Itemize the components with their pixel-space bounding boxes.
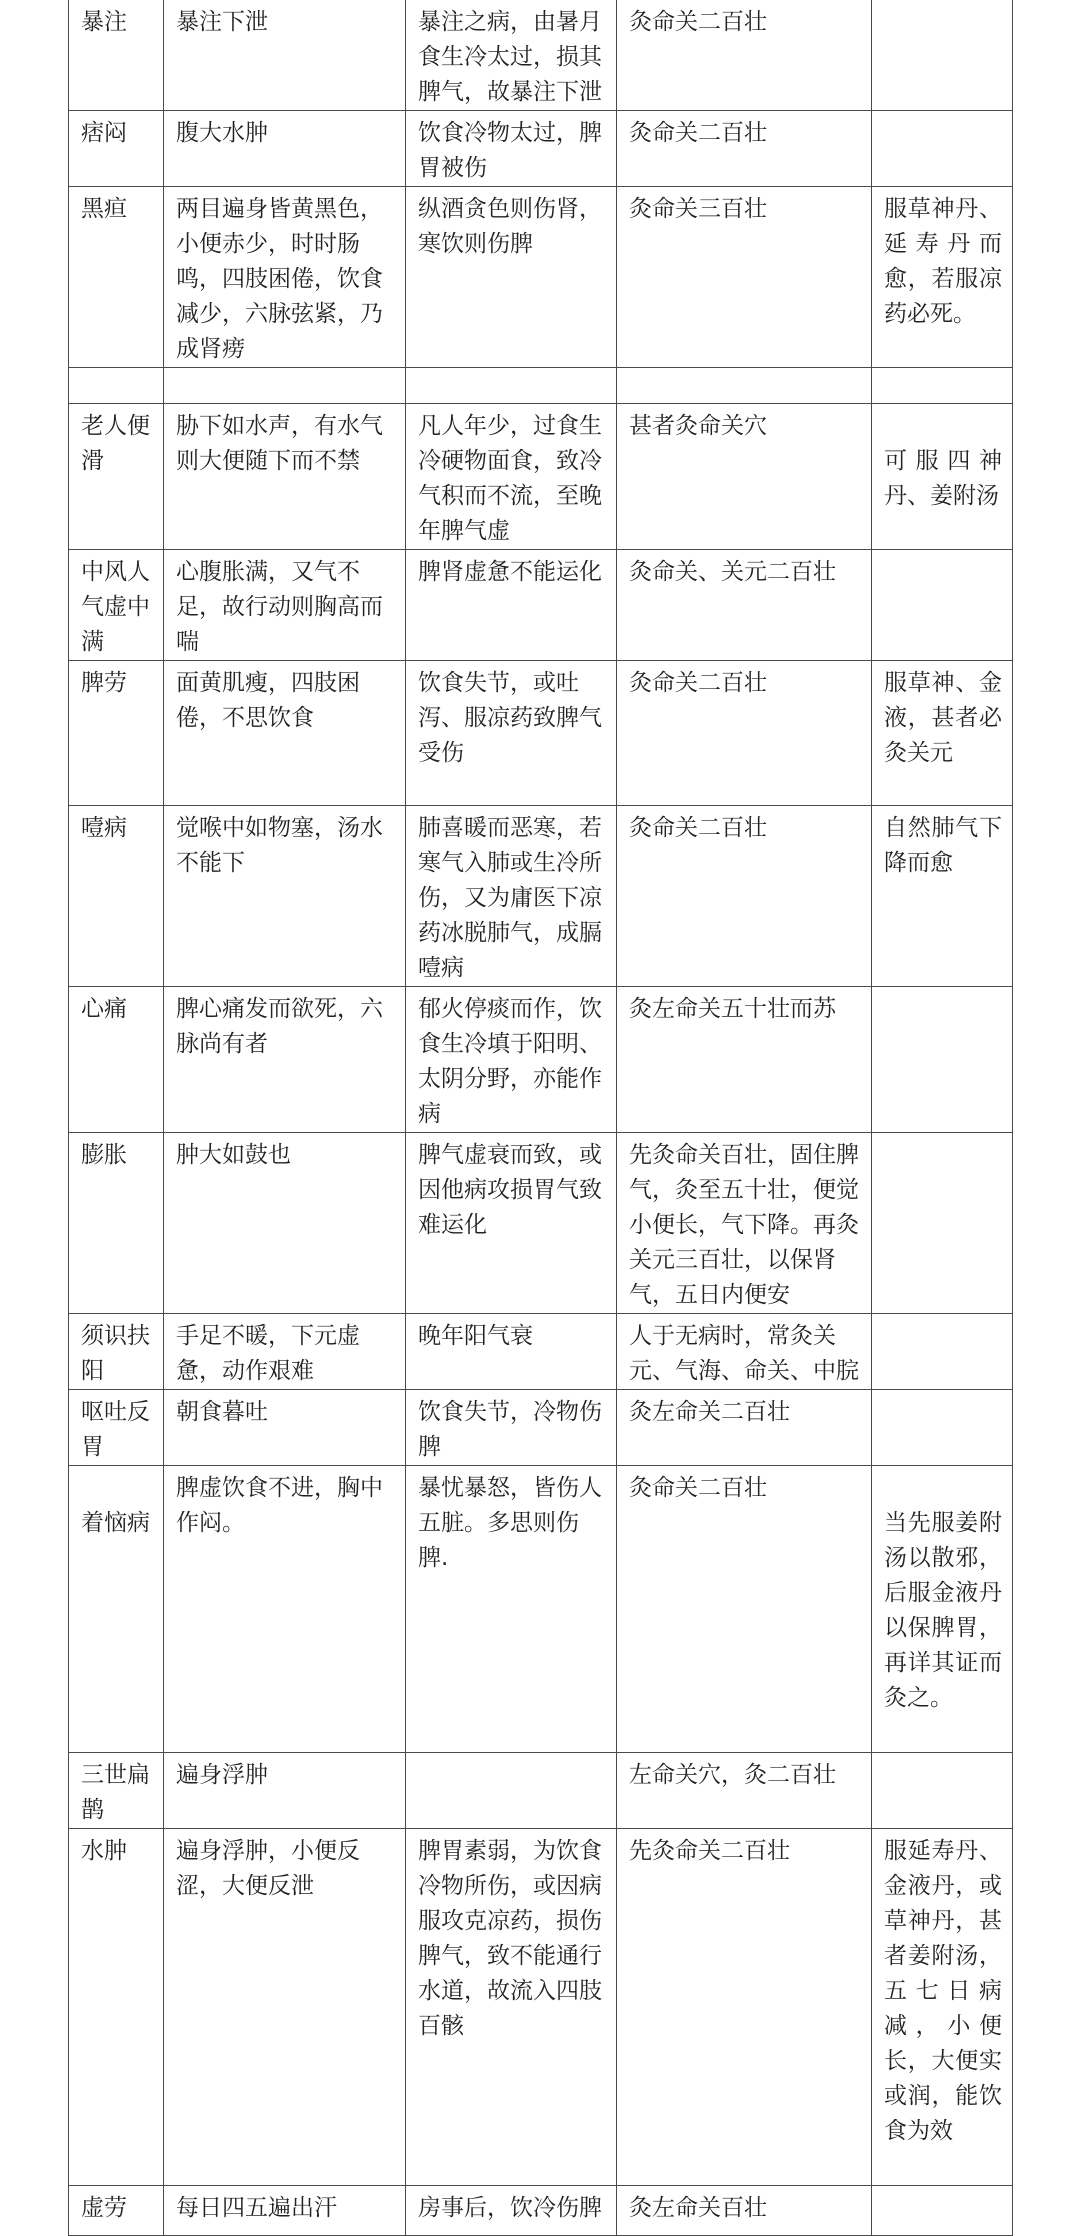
symptoms-cell bbox=[164, 368, 406, 404]
table-row bbox=[69, 2186, 1013, 2236]
cause-cell: 脾肾虚惫不能运化 bbox=[406, 550, 617, 661]
symptoms-cell: 朝食暮吐 bbox=[164, 1390, 406, 1466]
disease-cell: 脾劳 bbox=[69, 661, 164, 806]
cause-cell: 暴忧暴怒，皆伤人五脏。多思则伤脾. bbox=[406, 1466, 617, 1753]
treatment-cell: 当先服姜附汤以散邪，后服金液丹以保脾胃，再详其证而灸之。 bbox=[872, 1466, 1013, 1753]
moxibustion-cell: 甚者灸命关穴 bbox=[617, 404, 872, 550]
cause-cell: 饮食冷物太过，脾胃被伤 bbox=[406, 111, 617, 187]
table-row bbox=[69, 368, 1013, 404]
symptoms-cell: 遍身浮肿 bbox=[164, 1753, 406, 1829]
cause-cell: 郁火停痰而作，饮食生冷填于阳明、太阴分野，亦能作病 bbox=[406, 987, 617, 1133]
disease-cell: 水肿 bbox=[69, 1829, 164, 2186]
treatment-cell bbox=[872, 368, 1013, 404]
moxibustion-cell: 先灸命关百壮，固住脾气，灸至五十壮，便觉小便长，气下降。再灸关元三百壮，以保肾气，五日内便安 bbox=[617, 1133, 872, 1314]
disease-cell: 膨胀 bbox=[69, 1133, 164, 1314]
table-row bbox=[69, 1829, 1013, 2186]
cause-cell: 饮食失节，或吐泻、服凉药致脾气受伤 bbox=[406, 661, 617, 806]
disease-cell: 呕吐反胃 bbox=[69, 1390, 164, 1466]
symptoms-cell: 胁下如水声，有水气则大便随下而不禁 bbox=[164, 404, 406, 550]
treatment-cell: 服草神、金液，甚者必灸关元 bbox=[872, 661, 1013, 806]
moxibustion-cell: 灸命关二百壮 bbox=[617, 661, 872, 806]
treatment-cell: 自然肺气下降而愈 bbox=[872, 806, 1013, 987]
disease-cell: 三世扁鹊 bbox=[69, 1753, 164, 1829]
treatment-cell bbox=[872, 111, 1013, 187]
table-row bbox=[69, 187, 1013, 368]
treatment-cell bbox=[872, 987, 1013, 1133]
moxibustion-cell bbox=[617, 368, 872, 404]
treatment-cell: 可服四神丹、姜附汤 bbox=[872, 404, 1013, 550]
table-row bbox=[69, 111, 1013, 187]
treatment-cell bbox=[872, 550, 1013, 661]
cause-cell: 凡人年少，过食生冷硬物面食，致冷气积而不流，至晚年脾气虚 bbox=[406, 404, 617, 550]
treatment-cell bbox=[872, 1314, 1013, 1390]
symptoms-cell: 两目遍身皆黄黑色，小便赤少，时时肠鸣，四肢困倦，饮食减少，六脉弦紧，乃成肾痨 bbox=[164, 187, 406, 368]
moxibustion-cell: 先灸命关二百壮 bbox=[617, 1829, 872, 2186]
treatment-cell bbox=[872, 1390, 1013, 1466]
symptoms-cell: 暴注下泄 bbox=[164, 0, 406, 111]
symptoms-cell: 面黄肌瘦，四肢困倦，不思饮食 bbox=[164, 661, 406, 806]
table-row bbox=[69, 1390, 1013, 1466]
cause-cell bbox=[406, 1753, 617, 1829]
cause-cell bbox=[406, 368, 617, 404]
table-row bbox=[69, 550, 1013, 661]
disease-cell: 痞闷 bbox=[69, 111, 164, 187]
cause-cell: 暴注之病，由暑月食生冷太过，损其脾气，故暴注下泄 bbox=[406, 0, 617, 111]
moxibustion-cell: 左命关穴，灸二百壮 bbox=[617, 1753, 872, 1829]
table-row bbox=[69, 1466, 1013, 1753]
treatment-cell bbox=[872, 2186, 1013, 2236]
table-row bbox=[69, 1133, 1013, 1314]
moxibustion-cell: 灸左命关五十壮而苏 bbox=[617, 987, 872, 1133]
treatment-cell bbox=[872, 1753, 1013, 1829]
moxibustion-cell: 灸命关二百壮 bbox=[617, 1466, 872, 1753]
cause-cell: 房事后，饮冷伤脾 bbox=[406, 2186, 617, 2236]
moxibustion-table bbox=[68, 0, 1013, 2236]
cause-cell: 晚年阳气衰 bbox=[406, 1314, 617, 1390]
cause-cell: 肺喜暖而恶寒，若寒气入肺或生冷所伤，又为庸医下凉药冰脱肺气，成膈噎病 bbox=[406, 806, 617, 987]
disease-cell bbox=[69, 368, 164, 404]
disease-cell: 老人便滑 bbox=[69, 404, 164, 550]
moxibustion-cell: 灸命关二百壮 bbox=[617, 806, 872, 987]
moxibustion-cell: 人于无病时，常灸关元、气海、命关、中脘 bbox=[617, 1314, 872, 1390]
cause-cell: 脾气虚衰而致，或因他病攻损胃气致难运化 bbox=[406, 1133, 617, 1314]
moxibustion-cell: 灸命关二百壮 bbox=[617, 0, 872, 111]
table-row bbox=[69, 404, 1013, 550]
moxibustion-cell: 灸命关三百壮 bbox=[617, 187, 872, 368]
disease-cell: 虚劳 bbox=[69, 2186, 164, 2236]
moxibustion-cell: 灸命关二百壮 bbox=[617, 111, 872, 187]
cause-cell: 纵酒贪色则伤肾，寒饮则伤脾 bbox=[406, 187, 617, 368]
symptoms-cell: 觉喉中如物塞，汤水不能下 bbox=[164, 806, 406, 987]
treatment-cell bbox=[872, 1133, 1013, 1314]
disease-cell: 须识扶阳 bbox=[69, 1314, 164, 1390]
table-row bbox=[69, 987, 1013, 1133]
disease-cell: 黑疸 bbox=[69, 187, 164, 368]
treatment-cell: 服草神丹、延寿丹而愈，若服凉药必死。 bbox=[872, 187, 1013, 368]
table-row bbox=[69, 1753, 1013, 1829]
disease-cell: 暴注 bbox=[69, 0, 164, 111]
table-row bbox=[69, 806, 1013, 987]
disease-cell: 噎病 bbox=[69, 806, 164, 987]
moxibustion-cell: 灸左命关二百壮 bbox=[617, 1390, 872, 1466]
table-row bbox=[69, 661, 1013, 806]
moxibustion-cell: 灸命关、关元二百壮 bbox=[617, 550, 872, 661]
cause-cell: 饮食失节，冷物伤脾 bbox=[406, 1390, 617, 1466]
symptoms-cell: 心腹胀满，又气不足，故行动则胸高而喘 bbox=[164, 550, 406, 661]
symptoms-cell: 脾心痛发而欲死，六脉尚有者 bbox=[164, 987, 406, 1133]
table-row bbox=[69, 1314, 1013, 1390]
symptoms-cell: 脾虚饮食不进，胸中作闷。 bbox=[164, 1466, 406, 1753]
symptoms-cell: 遍身浮肿，小便反涩，大便反泄 bbox=[164, 1829, 406, 2186]
disease-cell: 中风人气虚中满 bbox=[69, 550, 164, 661]
treatment-cell bbox=[872, 0, 1013, 111]
table-row bbox=[69, 0, 1013, 111]
symptoms-cell: 手足不暖，下元虚惫，动作艰难 bbox=[164, 1314, 406, 1390]
treatment-cell: 服延寿丹、金液丹，或草神丹，甚者姜附汤，五七日病减，小便长，大便实或润，能饮食为效 bbox=[872, 1829, 1013, 2186]
disease-cell: 着恼病 bbox=[69, 1466, 164, 1753]
disease-cell: 心痛 bbox=[69, 987, 164, 1133]
symptoms-cell: 每日四五遍出汗 bbox=[164, 2186, 406, 2236]
symptoms-cell: 腹大水肿 bbox=[164, 111, 406, 187]
symptoms-cell: 肿大如鼓也 bbox=[164, 1133, 406, 1314]
moxibustion-cell: 灸左命关百壮 bbox=[617, 2186, 872, 2236]
cause-cell: 脾胃素弱，为饮食冷物所伤，或因病服攻克凉药，损伤脾气，致不能通行水道，故流入四肢百骸 bbox=[406, 1829, 617, 2186]
